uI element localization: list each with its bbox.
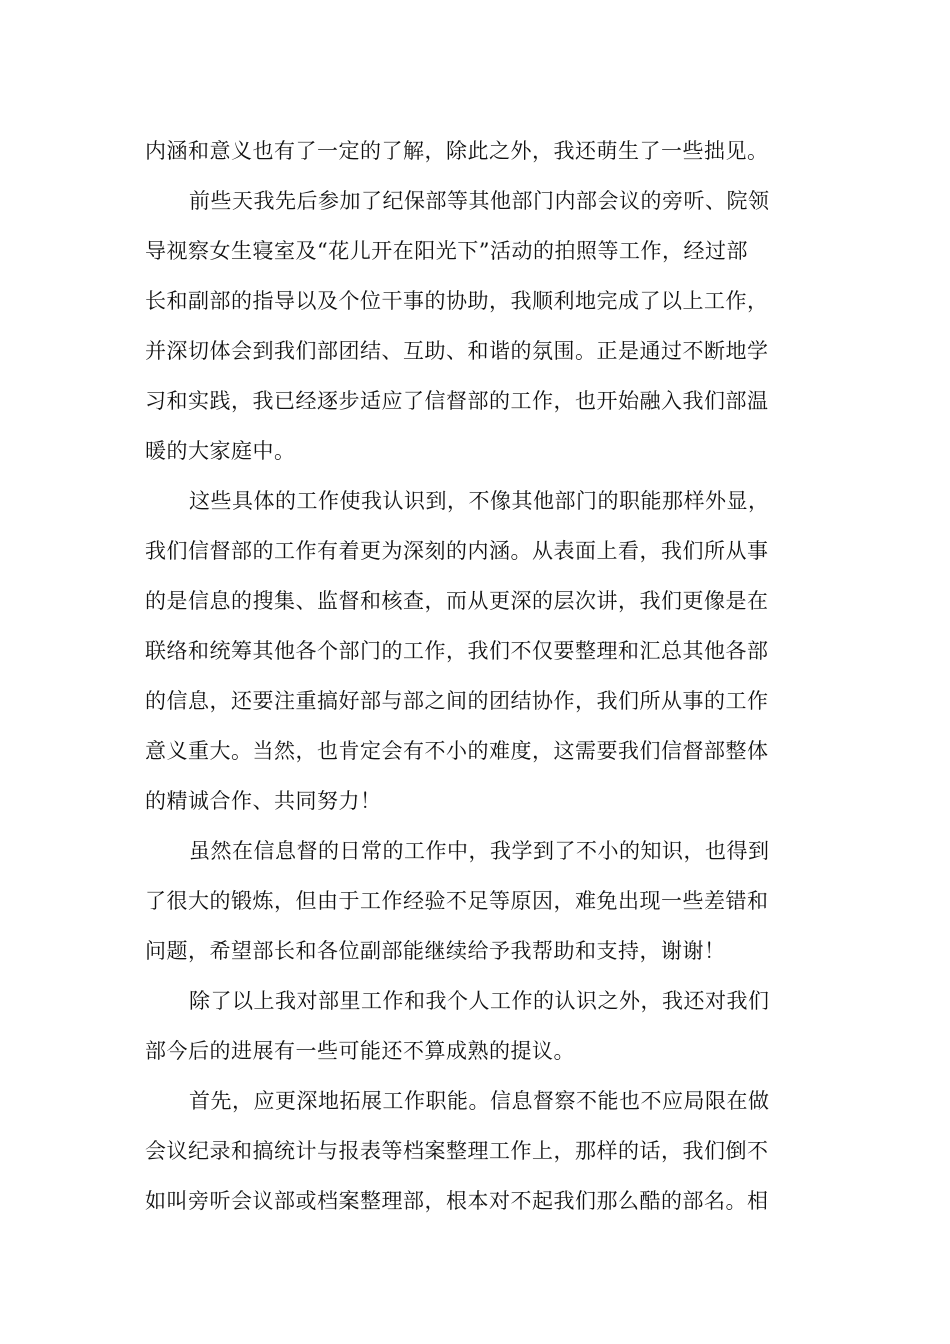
- text-line: 的信息，还要注重搞好部与部之间的团结协作，我们所从事的工作: [145, 689, 769, 713]
- text-line: 习和实践，我已经逐步适应了信督部的工作，也开始融入我们部温: [145, 389, 769, 413]
- paragraph-start-line: 这些具体的工作使我认识到，不像其他部门的职能那样外显，: [189, 489, 770, 513]
- paragraph-start-line: 首先，应更深地拓展工作职能。信息督察不能也不应局限在做: [189, 1089, 770, 1113]
- text-line: 意义重大。当然，也肯定会有不小的难度，这需要我们信督部整体: [145, 739, 769, 763]
- text-line: 的是信息的搜集、监督和核查，而从更深的层次讲，我们更像是在: [145, 589, 769, 613]
- text-line: 部今后的进展有一些可能还不算成熟的提议。: [145, 1039, 575, 1063]
- text-line: 会议纪录和搞统计与报表等档案整理工作上，那样的话，我们倒不: [145, 1139, 769, 1163]
- text-line: 并深切体会到我们部团结、互助、和谐的氛围。正是通过不断地学: [145, 339, 769, 363]
- text-line: 如叫旁听会议部或档案整理部，根本对不起我们那么酷的部名。相: [145, 1189, 769, 1213]
- text-line: 长和副部的指导以及个位干事的协助，我顺利地完成了以上工作，: [145, 289, 769, 313]
- text-line: 了很大的锻炼，但由于工作经验不足等原因，难免出现一些差错和: [145, 889, 769, 913]
- text-line: 的精诚合作、共同努力！: [145, 789, 382, 813]
- paragraph-start-line: 虽然在信息督的日常的工作中，我学到了不小的知识，也得到: [189, 839, 770, 863]
- paragraph-start-line: 前些天我先后参加了纪保部等其他部门内部会议的旁听、院领: [189, 189, 770, 213]
- text-line: 我们信督部的工作有着更为深刻的内涵。从表面上看，我们所从事: [145, 539, 769, 563]
- document-body: [145, 126, 811, 1226]
- text-line: 联络和统筹其他各个部门的工作，我们不仅要整理和汇总其他各部: [145, 639, 769, 663]
- text-line: 暖的大家庭中。: [145, 439, 296, 463]
- paragraph-start-line: 除了以上我对部里工作和我个人工作的认识之外，我还对我们: [189, 989, 770, 1013]
- text-line: 问题，希望部长和各位副部能继续给予我帮助和支持，谢谢！: [145, 939, 726, 963]
- text-line: 导视察女生寝室及“花儿开在阳光下”活动的拍照等工作，经过部: [145, 239, 748, 263]
- text-line: 内涵和意义也有了一定的了解，除此之外，我还萌生了一些拙见。: [145, 139, 769, 163]
